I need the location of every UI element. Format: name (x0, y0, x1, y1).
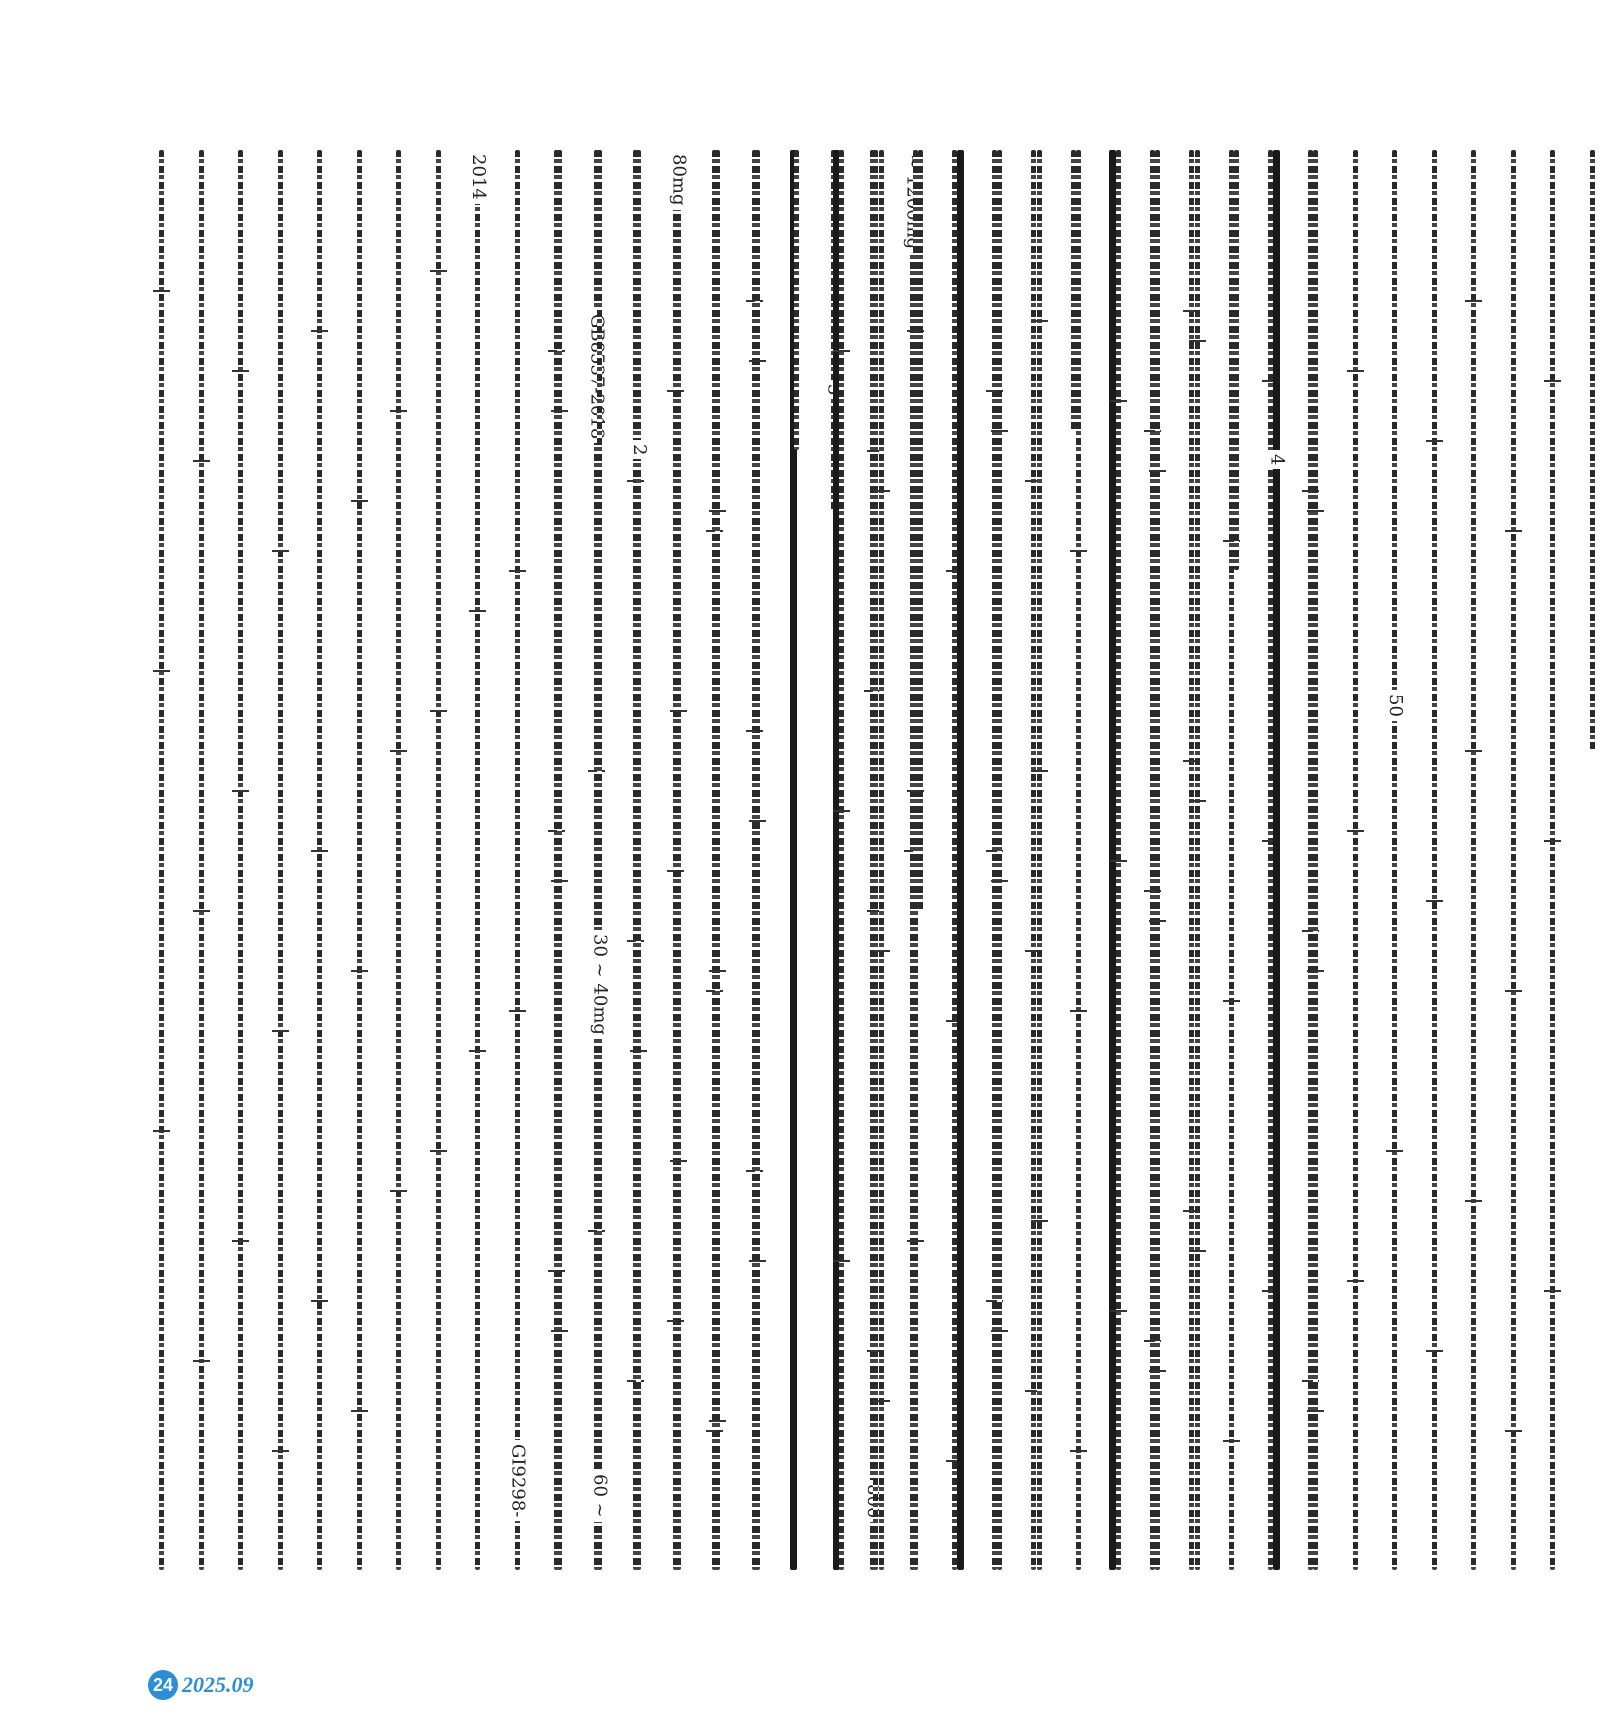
text-line (150, 150, 175, 1570)
text-line (506, 150, 531, 1570)
text-line (1423, 150, 1448, 1570)
text-line (466, 150, 491, 1570)
text-line (348, 150, 373, 1570)
text-line (1146, 150, 1171, 1570)
text-line (308, 150, 333, 1570)
text-line (1462, 150, 1487, 1570)
page-number-badge: 24 (148, 1670, 178, 1700)
text-line (229, 150, 254, 1570)
text-line (1067, 150, 1092, 1570)
text-line (667, 150, 692, 1570)
text-line (1107, 150, 1132, 1570)
inline-number: 2 (627, 440, 652, 459)
text-line (1383, 150, 1408, 1570)
section-heading-line (1265, 150, 1290, 1570)
inline-number: 60 ~ (588, 1470, 613, 1522)
text-line (1304, 150, 1329, 1570)
text-line (588, 150, 613, 1570)
text-line (427, 150, 452, 1570)
inline-number: 30 ~ 40mg (588, 930, 613, 1039)
text-line (870, 150, 895, 1570)
section-heading-line (949, 150, 974, 1570)
inline-number: 2014 (466, 150, 491, 204)
text-line (627, 150, 652, 1570)
inline-number: 50 (1383, 690, 1408, 721)
text-line (746, 150, 771, 1570)
text-line (1028, 150, 1053, 1570)
issue-date: 2025.09 (182, 1672, 254, 1697)
text-line (988, 150, 1013, 1570)
text-line (785, 150, 810, 1570)
text-line (830, 150, 855, 1570)
text-line (706, 150, 731, 1570)
text-line (1541, 150, 1566, 1570)
text-line (548, 150, 573, 1570)
text-line (1581, 150, 1606, 1570)
inline-number: 4 (1265, 450, 1290, 469)
text-line (190, 150, 215, 1570)
text-line (1502, 150, 1527, 1570)
inline-number: GI9298- (506, 1440, 531, 1521)
text-line (269, 150, 294, 1570)
text-line (1225, 150, 1250, 1570)
text-line (387, 150, 412, 1570)
text-column-right (830, 150, 1606, 1570)
inline-number: 80mg (667, 150, 692, 210)
text-line (1344, 150, 1369, 1570)
text-line (909, 150, 934, 1570)
text-line (1186, 150, 1211, 1570)
page-footer (148, 1668, 254, 1702)
